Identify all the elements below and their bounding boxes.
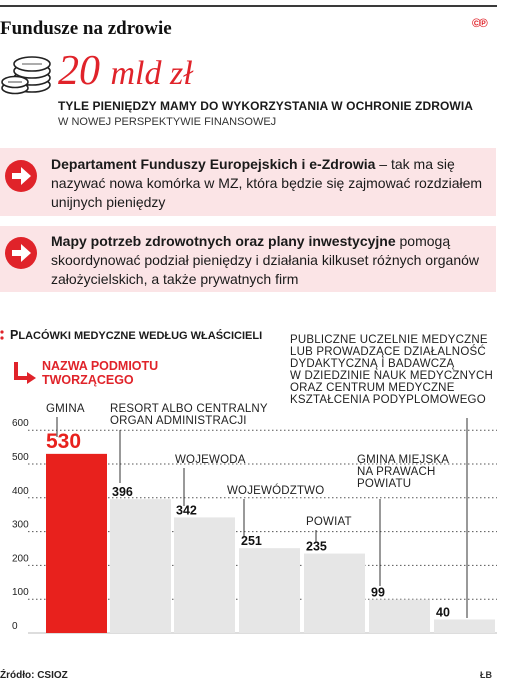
category-label: ORGAN ADMINISTRACJI (110, 415, 247, 427)
bar (239, 548, 300, 633)
section-title-initial: P (10, 328, 19, 342)
category-label: WOJEWODA (175, 454, 246, 466)
amount-unit: mld zł (110, 55, 193, 92)
author-signature: ŁB (480, 670, 492, 680)
value-label: 235 (306, 539, 327, 554)
category-label: PUBLICZNE UCZELNIE MEDYCZNE (290, 334, 488, 346)
legend-label (42, 359, 158, 387)
value-label: 99 (371, 585, 385, 600)
section-title (10, 328, 262, 342)
legend-line-2: TWORZĄCEGO (42, 373, 134, 387)
category-label: W DZIEDZINIE NAUK MEDYCZNYCH (290, 370, 494, 382)
bar (304, 554, 365, 633)
info-rest: pomogą skoordynować podział pieniędzy i działania kilkuset różnych organów założycielskich, a także prywatnych firm (51, 233, 480, 287)
highlight-headline: TYLE PIENIĘDZY MAMY DO WYKORZYSTANIA W OCHRONIE ZDROWIA (58, 99, 474, 113)
category-label: WOJEWÓDZTWO (227, 485, 325, 497)
info-rest: – tak ma się nazywać nowa komórka w MZ, która będzie się zajmować rozdziałem unijnych pieniędzy (51, 156, 483, 210)
section-title-rest: LACÓWKI MEDYCZNE WEDŁUG WŁAŚCICIELI (18, 330, 263, 342)
category-label: KSZTAŁCENIA PODYPLOMOWEGO (290, 394, 486, 406)
highlight-amount (58, 47, 193, 95)
bar (434, 619, 495, 633)
coins-icon (0, 52, 54, 96)
section-bullet-icon (0, 330, 6, 340)
value-label: 251 (241, 534, 262, 549)
category-label: NA PRAWACH (357, 466, 436, 478)
info-text (51, 155, 488, 212)
category-label: LUB PROWADZĄCE DZIAŁALNOŚĆ (290, 346, 486, 358)
category-label: ORAZ CENTRUM MEDYCZNE (290, 382, 455, 394)
info-bold: Mapy potrzeb zdrowotnych oraz plany inwestycyjne (51, 233, 396, 249)
bar (174, 517, 235, 633)
arrow-right-icon (4, 236, 38, 270)
page-title: Fundusze na zdrowie (0, 18, 172, 39)
top-rule (0, 5, 497, 7)
category-label: GMINA (46, 403, 85, 415)
category-label: RESORT ALBO CENTRALNY (110, 403, 268, 415)
y-tick-label: 600 (12, 418, 29, 430)
bar (110, 499, 171, 633)
category-label: POWIAT (306, 516, 352, 528)
bar (369, 600, 430, 633)
bar (46, 454, 107, 633)
y-tick-label: 100 (12, 587, 29, 599)
y-tick-label: 400 (12, 485, 29, 497)
info-box-maps (0, 226, 496, 292)
y-tick-label: 300 (12, 519, 29, 531)
y-tick-label: 200 (12, 553, 29, 565)
highlight-subline: W NOWEJ PERSPEKTYWIE FINANSOWEJ (58, 116, 277, 128)
value-label: 396 (112, 485, 133, 500)
copyright-mark: ©℗ (472, 16, 486, 30)
category-label: GMINA MIEJSKA (357, 454, 450, 466)
info-text (51, 232, 488, 289)
category-label: DYDAKTYCZNĄ I BADAWCZĄ (290, 358, 455, 370)
arrow-right-icon (4, 159, 38, 193)
value-label: 40 (436, 605, 450, 620)
legend-line-1: NAZWA PODMIOTU (42, 359, 159, 373)
value-label: 342 (176, 503, 197, 518)
value-label: 530 (46, 429, 82, 453)
legend-arrow-icon (12, 360, 38, 386)
amount-value: 20 (58, 48, 100, 94)
y-tick-label: 0 (12, 621, 18, 632)
info-box-department (0, 148, 496, 216)
y-tick-label: 500 (12, 452, 29, 463)
source-note: Źródło: CSIOZ (0, 670, 68, 681)
category-label: POWIATU (357, 478, 412, 490)
info-bold: Departament Funduszy Europejskich i e-Zdrowia (51, 156, 376, 172)
